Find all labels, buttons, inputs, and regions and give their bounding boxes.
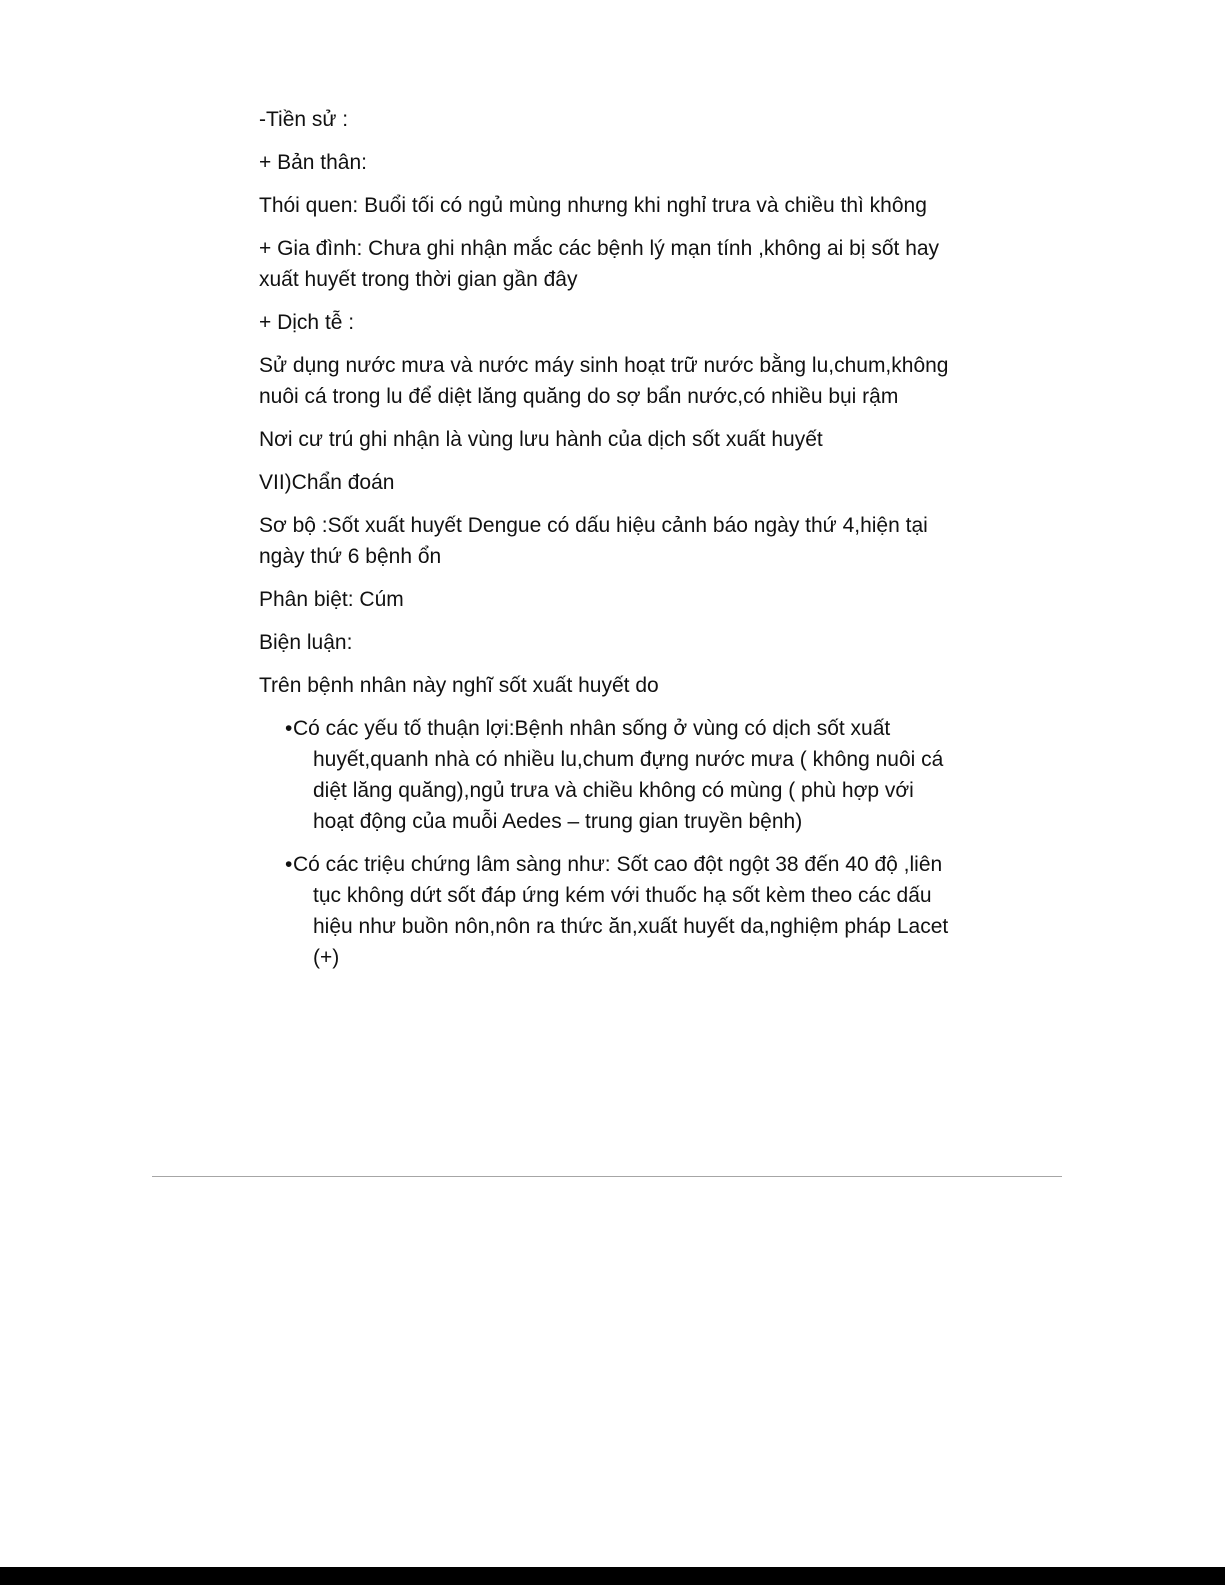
bottom-edge-bar — [0, 1567, 1225, 1585]
list-item-text: Có các triệu chứng lâm sàng như: Sốt cao đột ngột 38 đến 40 độ ,liên tục không dứt sốt đáp ứng kém với thuốc hạ sốt kèm theo các dấu hiệu như buồn nôn,nôn ra thức ăn,xuất huyết da,nghiệm pháp Lacet (+) — [293, 853, 949, 969]
document-body — [259, 104, 959, 985]
personal-history-heading: + Bản thân: — [259, 151, 368, 174]
family-history-paragraph: + Gia đình: Chưa ghi nhận mắc các bệnh lý mạn tính ,không ai bị sốt hay xuất huyết trong thời gian gần đây — [259, 237, 940, 291]
habits-paragraph: Thói quen: Buổi tối có ngủ mùng nhưng khi nghỉ trưa và chiều thì không — [259, 194, 927, 217]
water-usage-paragraph: Sử dụng nước mưa và nước máy sinh hoạt trữ nước bằng lu,chum,không nuôi cá trong lu để diệt lăng quăng do sợ bẩn nước,có nhiều bụi rậm — [259, 354, 949, 408]
list-item-text: Có các yếu tố thuận lợi:Bệnh nhân sống ở vùng có dịch sốt xuất huyết,quanh nhà có nhiều lu,chum đựng nước mưa ( không nuôi cá diệt lăng quăng),ngủ trưa và chiều không có mùng ( phù hợp với hoạt động của muỗi Aedes – trung gian truyền bệnh) — [293, 717, 944, 833]
reasoning-intro-paragraph: Trên bệnh nhân này nghĩ sốt xuất huyết do — [259, 674, 659, 697]
diagnosis-heading: VII)Chẩn đoán — [259, 471, 395, 494]
list-item-clinical-symptoms — [259, 849, 959, 973]
differential-diagnosis-paragraph: Phân biệt: Cúm — [259, 588, 404, 611]
epidemiology-heading: + Dịch tễ : — [259, 311, 355, 334]
bullet-symbol: • — [285, 717, 293, 740]
preliminary-diagnosis-paragraph: Sơ bộ :Sốt xuất huyết Dengue có dấu hiệu cảnh báo ngày thứ 4,hiện tại ngày thứ 6 bệnh ổn — [259, 514, 928, 568]
bullet-symbol: • — [285, 853, 293, 876]
reasoning-heading: Biện luận: — [259, 631, 353, 654]
page-divider — [152, 1176, 1062, 1177]
residence-paragraph: Nơi cư trú ghi nhận là vùng lưu hành của dịch sốt xuất huyết — [259, 428, 823, 451]
list-item-favorable-factors — [259, 713, 959, 837]
history-heading: -Tiền sử : — [259, 108, 349, 131]
